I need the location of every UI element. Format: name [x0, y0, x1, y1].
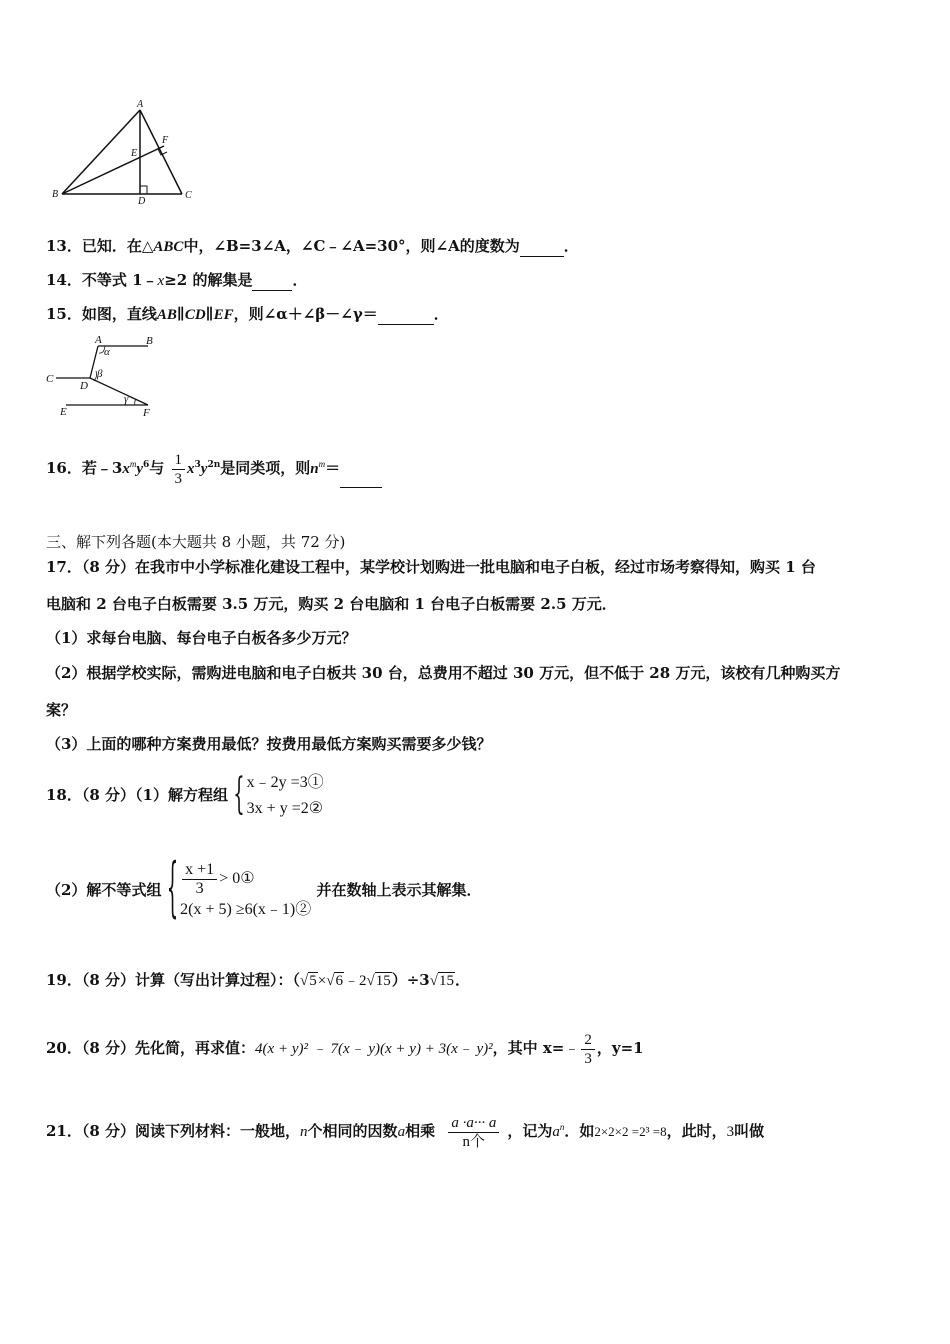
parallel-lines-figure: [44, 332, 164, 422]
fraction-one-third: $\frac{1}{3}$: [172, 451, 186, 488]
question-15: 15．如图，直线AB∥CD∥EF，则∠α＋∠β－∠γ＝ ．: [46, 305, 449, 323]
answer-blank-16[interactable]: [340, 471, 382, 488]
label-e: E: [60, 406, 67, 418]
answer-blank-14[interactable]: [252, 274, 292, 291]
label-d: D: [138, 196, 146, 207]
question-19: 19．（8 分）计算（写出计算过程）：（√5×√6﹣2√15）÷3√15．: [46, 971, 470, 989]
answer-blank-15[interactable]: [378, 308, 434, 325]
question-17-sub2a: （2）根据学校实际，需购进电脑和电子白板共 30 台，总费用不超过 30 万元，但不低于 28 万元，该校有几种购买方: [46, 664, 841, 682]
triangle-figure: [46, 96, 206, 208]
question-18-part1: 18．（8 分）（1）解方程组 { x﹣2y =3① 3x + y =2②: [46, 766, 324, 825]
equation-2: 3x + y =2②: [246, 800, 324, 817]
inequality-1: $\frac{x +1}{3}$ > 0①: [180, 861, 311, 898]
question-17-line2: 电脑和 2 台电子白板需要 3.5 万元，购买 2 台电脑和 1 台电子白板需要 2.5 万元．: [46, 595, 617, 613]
question-18-part2: （2）解不等式组 { $\frac{x +1}{3}$ > 0① 2(x + 5) ≥6(x﹣1)② 并在数轴上表示其解集．: [46, 850, 482, 931]
question-17-sub1: （1）求每台电脑、每台电子白板各多少万元？: [46, 629, 357, 647]
side-ab: [62, 110, 140, 194]
side-ac: [140, 110, 182, 194]
answer-blank-13[interactable]: [520, 240, 564, 257]
label-b: B: [146, 335, 153, 347]
question-13: 13．已知．在△ABC中，∠B=3∠A，∠C﹣∠A=30°，则∠A的度数为 ．: [46, 237, 579, 255]
sqrt-5: √5: [300, 973, 317, 989]
label-b: B: [52, 189, 59, 200]
product-fraction: $\frac{a \cdot a\cdot\cdot\cdot a}{\text{n个}}$: [448, 1114, 499, 1151]
question-17-sub3: （3）上面的哪种方案费用最低？按费用最低方案购买需要多少钱？: [46, 735, 492, 753]
label-f: F: [162, 135, 169, 146]
label-f: F: [143, 407, 150, 419]
label-e: E: [131, 148, 138, 159]
segment-df: [90, 378, 148, 405]
label-c: C: [185, 190, 192, 201]
question-21: 21．（8 分）阅读下列材料：一般地，n个相同的因数a相乘 $\frac{a \cdot a\cdot\cdot\cdot a}{\text{n个}}$ ，记为$a^n$．如2×2×2 =2³ =8，此时，3叫做: [46, 1114, 765, 1150]
inequality-2: 2(x + 5) ≥6(x﹣1)②: [180, 900, 312, 918]
question-16: 16．若$﹣3x^my^6$与 $\frac{1}{3}$ $x^3y^{2n}$是同类项，则$n^m=$: [46, 446, 382, 488]
label-a: A: [95, 334, 102, 346]
label-a: A: [137, 99, 144, 110]
label-alpha: α: [104, 346, 110, 358]
expression: 4(x + y)² ﹣ 7(x﹣ y)(x + y) + 3(x﹣ y)²: [255, 1041, 493, 1057]
segment-bf: [62, 146, 164, 194]
label-c: C: [46, 373, 54, 385]
section-3-title: 三、解下列各题(本大题共 8 小题，共 72 分): [46, 533, 346, 551]
question-17-sub2b: 案？: [46, 701, 77, 719]
inequality-system: { $\frac{x +1}{3}$ > 0① 2(x + 5) ≥6(x﹣1)②: [166, 851, 312, 927]
label-d: D: [80, 380, 88, 392]
question-14: 14．不等式 1﹣x≥2 的解集是 ．: [46, 271, 308, 289]
equation-1: x﹣2y =3①: [246, 774, 324, 791]
fraction-two-thirds: $\frac{2}{3}$: [581, 1031, 595, 1068]
equation-system: { x﹣2y =3① 3x + y =2②: [233, 769, 324, 820]
sqrt-15: √15: [366, 973, 391, 989]
label-beta: β: [97, 368, 103, 380]
sqrt-15-divisor: √15: [429, 973, 454, 989]
question-17-line1: 17．（8 分）在我市中小学标准化建设工程中，某学校计划购进一批电脑和电子白板，经过市场考察得知，购买 1 台: [46, 558, 816, 576]
sqrt-6: √6: [326, 973, 343, 989]
label-gamma: γ: [124, 393, 129, 405]
question-20: 20．（8 分）先化简，再求值：4(x + y)² ﹣ 7(x﹣ y)(x + y) + 3(x﹣ y)²，其中 x=﹣ $\frac{2}{3}$ ，y=1: [46, 1031, 644, 1067]
